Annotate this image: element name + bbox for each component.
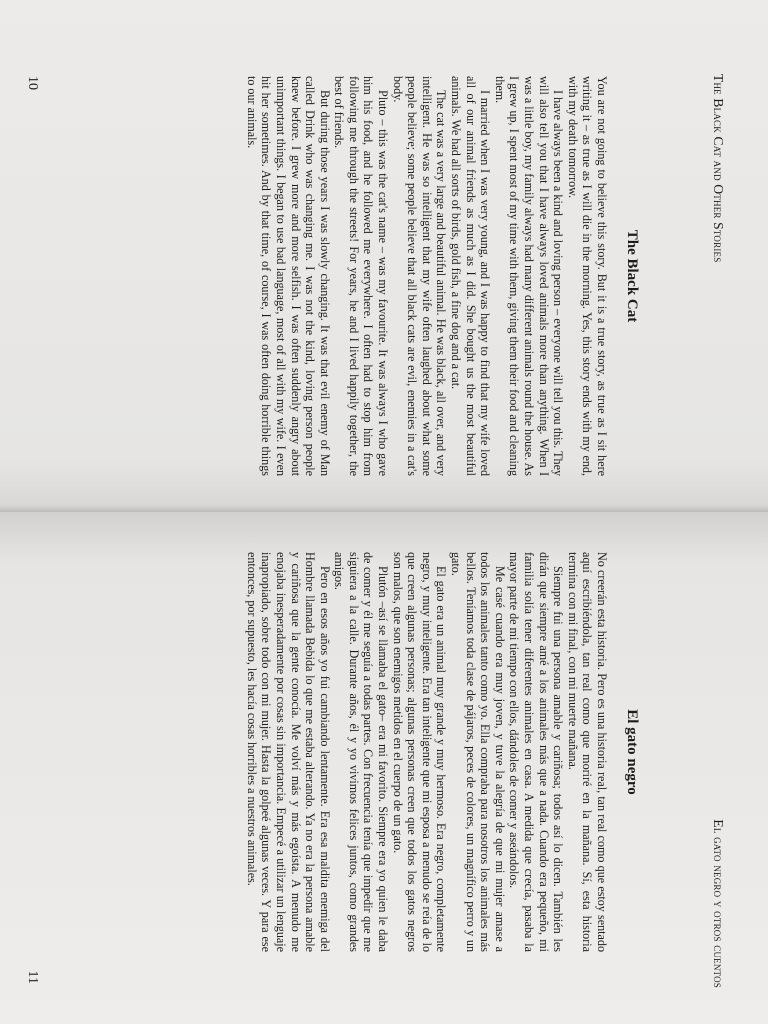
story-title-english: The Black Cat <box>624 229 640 323</box>
paragraph: I married when I was very young, and I was happy to find that my wife loved all of our animal friends as much as I did. She bought us the most beautiful animals. We had all sorts of birds, gold fish, a fine dog and a cat. <box>449 76 493 476</box>
paragraph: Pluto – this was the cat's name – was my favourite. It was always I who gave him his food, and he followed me everywhere. I often had to stop him from following me through the streets! For years, he and I lived happily together, the best of friends. <box>332 76 391 476</box>
paragraph: You are not going to believe this story. But it is a true story, as true as I sit here writing it – as true as I will die in the morning. Yes, this story ends with my end, with my death tomorrow. <box>565 76 609 476</box>
running-head-left: The Black Cat and Other Stories <box>711 74 726 263</box>
paragraph: El gato era un animal muy grande y muy hermoso. Era negro, completamente negro, y muy inteligente. Era tan inteligente que mi esposa a menudo se reía de lo que creen algunas personas; algunas personas creen que todos los gatos negros son malos, que son enemigos metidos en el cuerpo de un gato. <box>390 552 449 952</box>
left-page-body <box>244 76 640 476</box>
right-page <box>0 512 768 1024</box>
page-number-right: 11 <box>25 970 40 984</box>
paragraph: But during those years I was slowly changing. It was that evil enemy of Man called Drink who was changing me. I was not the kind, loving person people knew before. I grew more and more selfish. I was often suddenly angry about unimportant things. I began to use bad language, most of all with my wife. I even hit her sometimes. And by that time, of course, I was often doing horrible things to our animals. <box>244 76 332 476</box>
right-page-body <box>244 552 640 952</box>
paragraph: Pero en esos años yo fui cambiando lentamente. Era esa maldita enemiga del Hombre llamada Bebida lo que me estaba alterando. Ya no era la persona amable y cariñosa que la gente conocía. Me volví más y más egoísta. A menudo me enojaba inesperadamente por cosas sin importancia. Empecé a utilizar un lenguaje inapropiado, sobre todo con mi mujer. Hasta la golpeé algunas veces. Y para ese entonces, por supuesto, les hacía cosas horribles a nuestros animales. <box>244 552 332 952</box>
paragraph: Me casé cuando era muy joven, y tuve la alegría de que mi mujer amase a todos los animales tanto como yo. Ella compraba para nosotros los animales más bellos. Teníamos toda clase de pájaros, peces de colores, un magnífico perro y un gato. <box>449 552 507 952</box>
paragraph: I have always been a kind and loving person – everyone will tell you this. They will also tell you that I have always loved animals more than anything. When I was a little boy, my family always had many different animals round the house. As I grew up, I spent most of my time with them, giving them their food and cleaning them. <box>492 76 566 477</box>
page-number-left: 10 <box>25 76 40 90</box>
paragraph: Plutón –así se llamaba el gato– era mi favorito. Siempre era yo quien le daba de comer y él me seguía a todas partes. Con frecuencia tenía que impedir que me siguiera a la calle. Durante años, él y yo vivimos felices juntos, como grandes amigos. <box>332 552 391 952</box>
story-title-spanish: El gato negro <box>624 709 640 795</box>
running-head-right: El gato negro y otros cuentos <box>711 819 726 988</box>
paragraph: Siempre fui una persona amable y cariñosa; todos así lo dicen. También les dirán que siempre amé a los animales más que a nada. Cuando era pequeño, mi familia solía tener diferentes animales en casa. A medida que crecía, pasaba la mayor parte de mi tiempo con ellos, dándoles de comer y aseándolos. <box>507 552 566 952</box>
paragraph: No creerán esta historia. Pero es una historia real, tan real como que estoy sentado aquí escribiéndola, tan real como que moriré en la mañana. Sí, esta historia termina con mi final, con mi muerte mañana. <box>565 552 609 952</box>
paragraph: The cat was a very large and beautiful animal. He was black, all over, and very intelligent. He was so intelligent that my wife often laughed about what some people believe; some people believe that all black cats are evil, enemies in a cat's body. <box>390 76 449 476</box>
